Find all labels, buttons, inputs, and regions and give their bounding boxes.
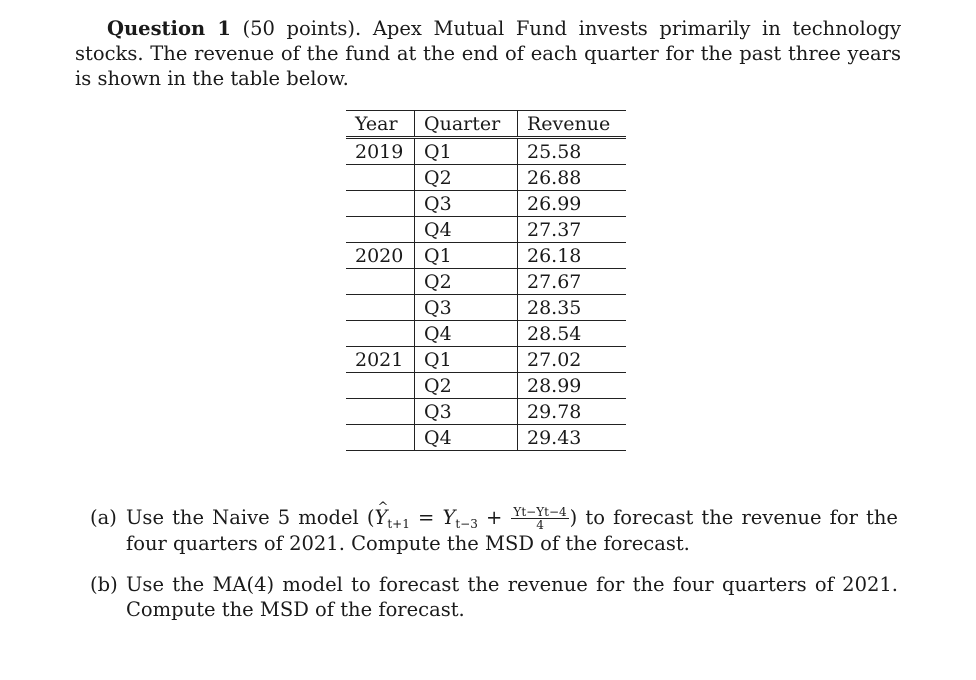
table-row (346, 191, 626, 217)
formula-lhs-sub: t+1 (387, 517, 410, 531)
cell-year (346, 373, 415, 399)
cell-year: 2021 (346, 347, 415, 373)
part-b (80, 572, 898, 622)
table-row (346, 321, 626, 347)
formula-term: Y (442, 506, 456, 529)
cell-revenue: 27.67 (518, 269, 627, 295)
formula-term-sub: t−3 (455, 517, 478, 531)
cell-year (346, 217, 415, 243)
revenue-table (346, 110, 626, 451)
cell-revenue: 28.54 (518, 321, 627, 347)
cell-quarter: Q1 (415, 138, 518, 165)
part-a-text-after: ) to forecast the revenue for the four quarters of 2021. Compute the MSD of the forecast. (126, 506, 898, 555)
cell-year (346, 269, 415, 295)
cell-year: 2019 (346, 138, 415, 165)
table-row (346, 373, 626, 399)
part-a-text-before: Use the Naive 5 model ( (126, 506, 375, 529)
formula-lhs: ^ Y (374, 505, 387, 530)
cell-revenue: 26.99 (518, 191, 627, 217)
cell-quarter: Q2 (415, 269, 518, 295)
part-b-text: Use the MA(4) model to forecast the revenue for the four quarters of 2021. Compute the MSD of the forecast. (126, 573, 898, 621)
cell-revenue: 28.99 (518, 373, 627, 399)
cell-revenue: 26.18 (518, 243, 627, 269)
header-revenue: Revenue (518, 111, 627, 138)
cell-revenue: 29.43 (518, 425, 627, 451)
cell-quarter: Q2 (415, 373, 518, 399)
part-b-label: (b) (90, 573, 118, 596)
cell-year (346, 191, 415, 217)
cell-revenue: 29.78 (518, 399, 627, 425)
part-a (80, 505, 898, 556)
header-quarter: Quarter (415, 111, 518, 138)
table-row (346, 138, 626, 165)
table-row (346, 243, 626, 269)
cell-quarter: Q1 (415, 243, 518, 269)
cell-quarter: Q3 (415, 191, 518, 217)
fraction-numerator: Yt−Yt−4 (513, 505, 567, 519)
table-row (346, 347, 626, 373)
fraction-denominator: 4 (536, 518, 544, 532)
table-body (346, 138, 626, 451)
cell-quarter: Q3 (415, 295, 518, 321)
cell-quarter: Q3 (415, 399, 518, 425)
question-points: (50 points). (242, 17, 362, 40)
question-text: Apex Mutual Fund invests primarily in technology stocks. The revenue of the fund at the end of each quarter for the past three years is shown in the table below. (75, 17, 901, 90)
table-row (346, 165, 626, 191)
table-row (346, 425, 626, 451)
cell-quarter: Q2 (415, 165, 518, 191)
cell-year (346, 295, 415, 321)
header-year: Year (346, 111, 415, 138)
question-parts (80, 505, 898, 638)
cell-year (346, 399, 415, 425)
formula-plus: + (477, 506, 511, 529)
part-a-label: (a) (90, 506, 117, 529)
table-row (346, 217, 626, 243)
cell-revenue: 27.37 (518, 217, 627, 243)
table-row (346, 399, 626, 425)
question-title: Question 1 (107, 17, 231, 40)
cell-revenue: 28.35 (518, 295, 627, 321)
question-intro (75, 16, 901, 91)
cell-quarter: Q4 (415, 217, 518, 243)
table-row (346, 269, 626, 295)
cell-revenue: 27.02 (518, 347, 627, 373)
cell-year: 2020 (346, 243, 415, 269)
cell-year (346, 425, 415, 451)
cell-quarter: Q4 (415, 321, 518, 347)
formula-fraction (511, 506, 568, 531)
cell-year (346, 165, 415, 191)
cell-quarter: Q1 (415, 347, 518, 373)
table-header-row (346, 111, 626, 138)
cell-quarter: Q4 (415, 425, 518, 451)
cell-revenue: 26.88 (518, 165, 627, 191)
cell-year (346, 321, 415, 347)
table-row (346, 295, 626, 321)
cell-revenue: 25.58 (518, 138, 627, 165)
formula-eq: = (409, 506, 443, 529)
